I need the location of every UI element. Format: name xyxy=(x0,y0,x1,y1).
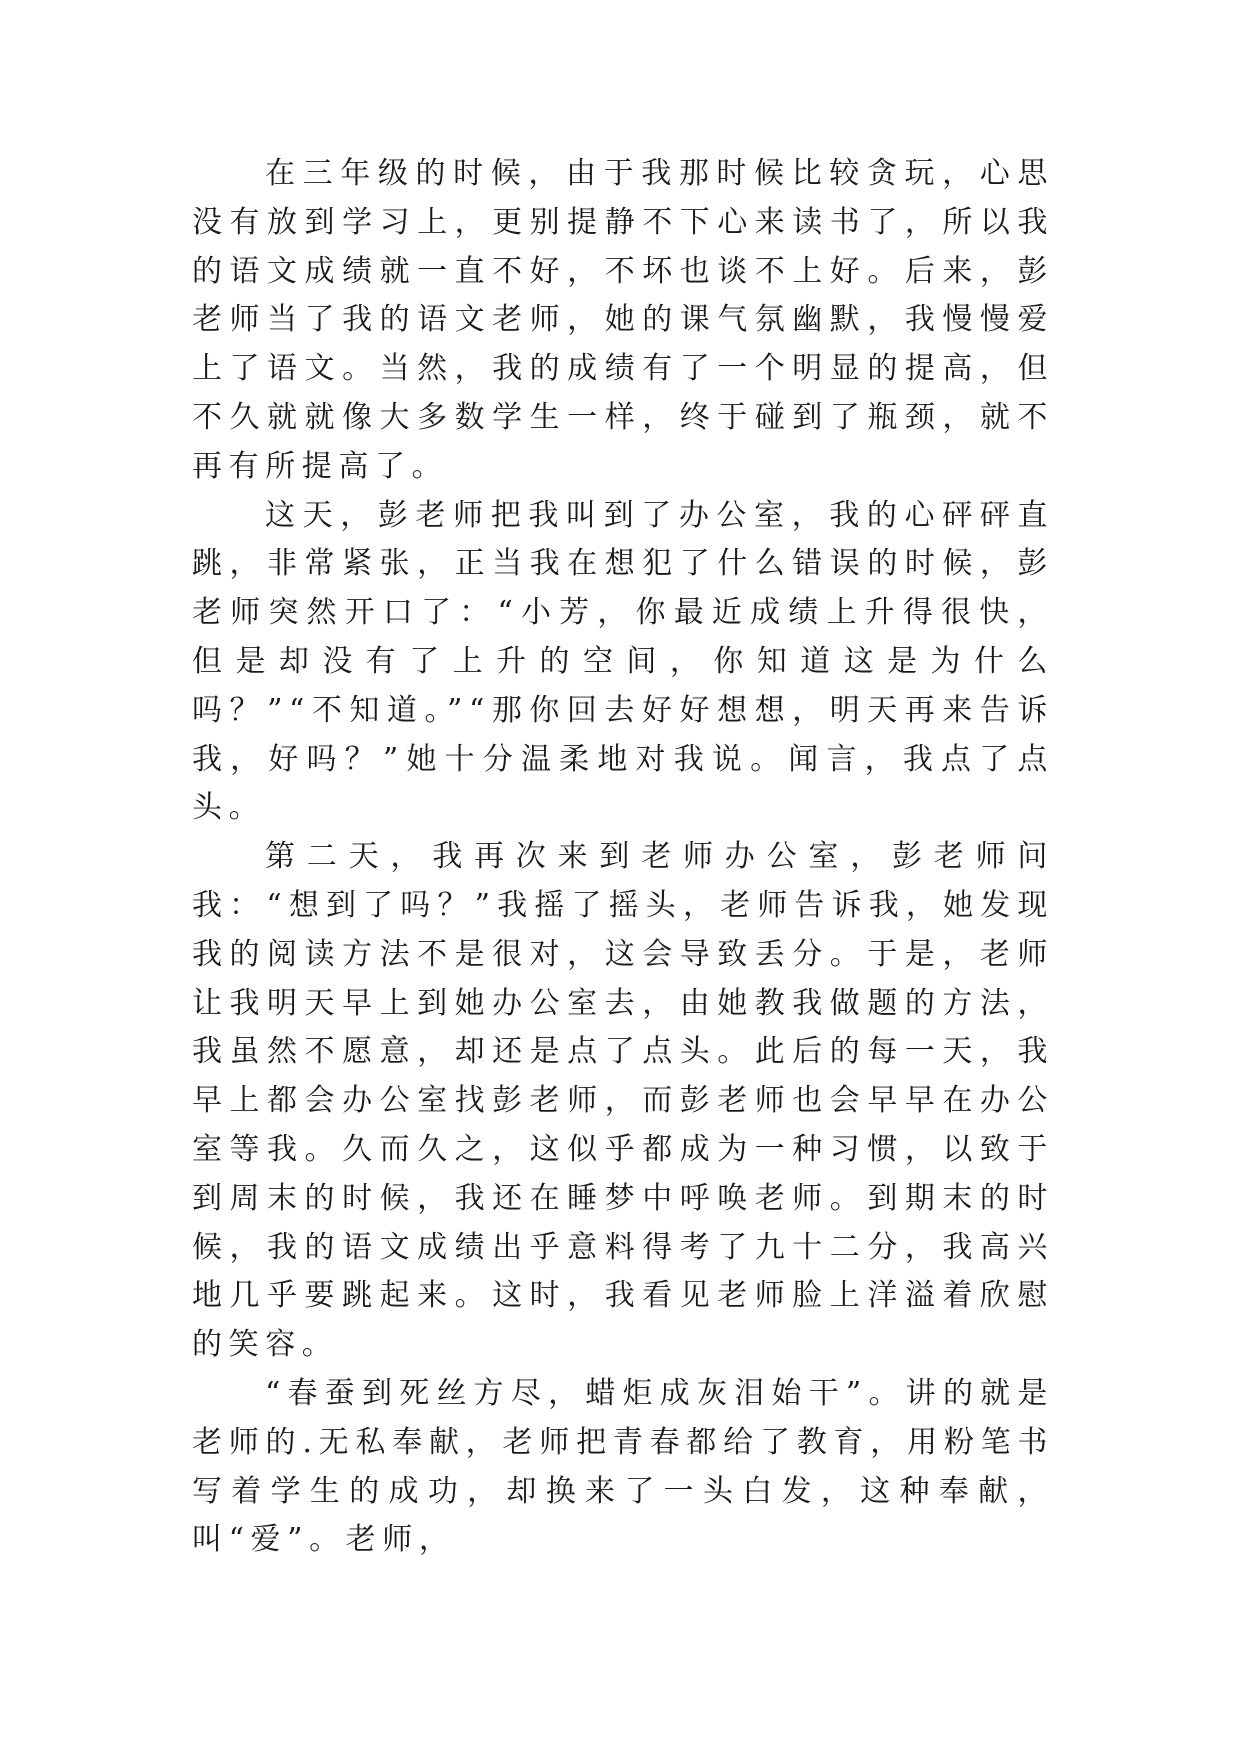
paragraph-2: 这天，彭老师把我叫到了办公室，我的心砰砰直跳，非常紧张，正当我在想犯了什么错误的时候，彭老师突然开口了：“小芳，你最近成绩上升得很快，但是却没有了上升的空间，你知道这是为什么吗？”“不知道。”“那你回去好好想想，明天再来告诉我，好吗？”她十分温柔地对我说。闻言，我点了点头。 xyxy=(192,497,1054,826)
paragraph-4: “春蚕到死丝方尽，蜡炬成灰泪始干”。讲的就是老师的.无私奉献，老师把青春都给了教育，用粉笔书写着学生的成功，却换来了一头白发，这种奉献，叫“爱”。老师， xyxy=(192,1375,1054,1558)
paragraph-3: 第二天，我再次来到老师办公室，彭老师问我：“想到了吗？”我摇了摇头，老师告诉我，她发现我的阅读方法不是很对，这会导致丢分。于是，老师让我明天早上到她办公室去，由她教我做题的方法，我虽然不愿意，却还是点了点头。此后的每一天，我早上都会办公室找彭老师，而彭老师也会早早在办公室等我。久而久之，这似乎都成为一种习惯，以致于到周末的时候，我还在睡梦中呼唤老师。到期末的时候，我的语文成绩出乎意料得考了九十二分，我高兴地几乎要跳起来。这时，我看见老师脸上洋溢着欣慰的笑容。 xyxy=(192,839,1054,1363)
paragraph-1: 在三年级的时候，由于我那时候比较贪玩，心思没有放到学习上，更别提静不下心来读书了，所以我的语文成绩就一直不好，不坏也谈不上好。后来，彭老师当了我的语文老师，她的课气氛幽默，我慢慢爱上了语文。当然，我的成绩有了一个明显的提高，但不久就就像大多数学生一样，终于碰到了瓶颈，就不再有所提高了。 xyxy=(192,156,1054,484)
document-body xyxy=(192,150,1054,1565)
